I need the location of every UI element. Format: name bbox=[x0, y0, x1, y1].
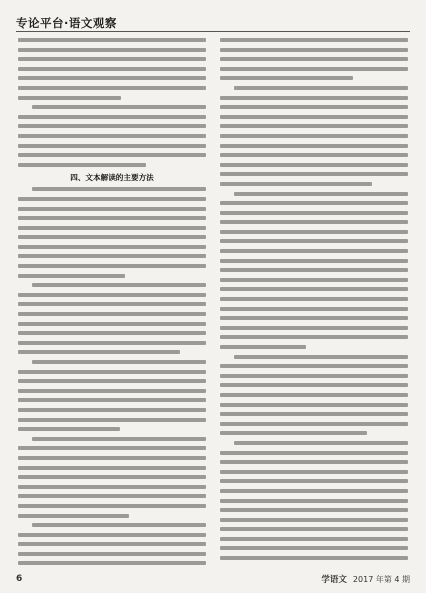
text-line bbox=[220, 470, 408, 474]
text-line bbox=[18, 542, 206, 546]
text-line bbox=[18, 504, 206, 508]
right-paragraph-4 bbox=[220, 441, 408, 566]
text-line bbox=[220, 96, 408, 100]
page-header bbox=[16, 8, 410, 30]
text-line bbox=[234, 192, 408, 196]
text-line bbox=[18, 264, 206, 268]
text-line bbox=[18, 350, 180, 354]
text-line bbox=[234, 441, 408, 445]
text-line bbox=[32, 283, 206, 287]
text-line bbox=[18, 67, 206, 71]
text-line bbox=[18, 485, 206, 489]
text-line bbox=[18, 561, 206, 565]
text-line bbox=[220, 201, 408, 205]
text-line bbox=[32, 437, 206, 441]
text-line bbox=[220, 374, 408, 378]
text-line bbox=[220, 163, 408, 167]
text-line bbox=[220, 422, 408, 426]
text-line bbox=[18, 552, 206, 556]
text-line bbox=[220, 460, 408, 464]
text-line bbox=[220, 489, 408, 493]
text-line bbox=[32, 187, 206, 191]
text-line bbox=[220, 307, 408, 311]
issue-label: 2017 年第 4 期 bbox=[352, 574, 410, 584]
text-line bbox=[220, 124, 408, 128]
left-paragraph-0 bbox=[18, 38, 206, 100]
text-line bbox=[18, 38, 206, 42]
text-line bbox=[18, 341, 206, 345]
text-line bbox=[220, 393, 408, 397]
text-line bbox=[220, 326, 408, 330]
text-line bbox=[32, 523, 206, 527]
text-line bbox=[18, 226, 206, 230]
text-line bbox=[220, 412, 408, 416]
text-line bbox=[18, 408, 206, 412]
text-line bbox=[220, 38, 408, 42]
text-line bbox=[220, 76, 353, 80]
left-paragraph-6 bbox=[18, 523, 206, 566]
text-line bbox=[220, 134, 408, 138]
page-footer bbox=[16, 572, 410, 586]
article-body bbox=[18, 38, 408, 566]
text-line bbox=[220, 172, 408, 176]
section-heading: 四、文本解读的主要方法 bbox=[70, 173, 154, 183]
text-line bbox=[220, 335, 408, 339]
text-line bbox=[18, 466, 206, 470]
text-line bbox=[220, 383, 408, 387]
text-line bbox=[18, 514, 129, 518]
journal-name: 学语文 bbox=[321, 575, 347, 585]
left-paragraph-4 bbox=[18, 360, 206, 431]
text-line bbox=[18, 254, 206, 258]
left-paragraph-1 bbox=[18, 105, 206, 167]
text-line bbox=[18, 312, 206, 316]
text-line bbox=[220, 451, 408, 455]
text-line bbox=[18, 398, 206, 402]
text-line bbox=[18, 124, 206, 128]
text-line bbox=[18, 389, 206, 393]
text-line bbox=[18, 86, 206, 90]
text-line bbox=[18, 216, 206, 220]
text-line bbox=[220, 345, 306, 349]
text-line bbox=[220, 249, 408, 253]
text-line bbox=[220, 278, 408, 282]
text-line bbox=[18, 293, 206, 297]
text-line bbox=[220, 499, 408, 503]
text-line bbox=[32, 105, 206, 109]
text-line bbox=[220, 115, 408, 119]
right-paragraph-1 bbox=[220, 86, 408, 186]
text-line bbox=[220, 220, 408, 224]
text-line bbox=[18, 494, 206, 498]
page-number: 6 bbox=[16, 574, 23, 584]
text-line bbox=[220, 67, 408, 71]
left-paragraph-3 bbox=[18, 283, 206, 354]
text-line bbox=[220, 287, 408, 291]
text-line bbox=[220, 316, 408, 320]
text-line bbox=[220, 57, 408, 61]
text-line bbox=[220, 48, 408, 52]
text-line bbox=[18, 418, 206, 422]
text-line bbox=[220, 546, 408, 550]
text-line bbox=[220, 211, 408, 215]
text-line bbox=[220, 105, 408, 109]
text-line bbox=[18, 274, 125, 278]
column-title: 专论平台·语文观察 bbox=[16, 16, 117, 30]
text-line bbox=[220, 527, 408, 531]
right-paragraph-2 bbox=[220, 192, 408, 350]
text-line bbox=[220, 537, 408, 541]
text-line bbox=[18, 207, 206, 211]
text-line bbox=[18, 197, 206, 201]
text-line bbox=[220, 259, 408, 263]
left-paragraph-2 bbox=[18, 187, 206, 277]
text-line bbox=[18, 533, 206, 537]
text-line bbox=[234, 86, 408, 90]
text-line bbox=[18, 456, 206, 460]
text-line bbox=[220, 479, 408, 483]
text-line bbox=[18, 134, 206, 138]
text-line bbox=[220, 182, 372, 186]
text-line bbox=[18, 370, 206, 374]
text-line bbox=[220, 239, 408, 243]
right-column bbox=[220, 38, 408, 566]
text-line bbox=[18, 302, 206, 306]
text-line bbox=[18, 245, 206, 249]
text-line bbox=[18, 235, 206, 239]
text-line bbox=[18, 427, 120, 431]
text-line bbox=[220, 230, 408, 234]
text-line bbox=[18, 379, 206, 383]
text-line bbox=[220, 403, 408, 407]
text-line bbox=[32, 360, 206, 364]
text-line bbox=[220, 364, 408, 368]
right-paragraph-3 bbox=[220, 355, 408, 436]
text-line bbox=[18, 322, 206, 326]
text-line bbox=[220, 556, 408, 560]
text-line bbox=[234, 355, 408, 359]
text-line bbox=[18, 48, 206, 52]
text-line bbox=[18, 163, 146, 167]
text-line bbox=[220, 268, 408, 272]
text-line bbox=[220, 297, 408, 301]
text-line bbox=[220, 431, 367, 435]
text-line bbox=[18, 144, 206, 148]
right-paragraph-0 bbox=[220, 38, 408, 80]
text-line bbox=[18, 446, 206, 450]
text-line bbox=[18, 115, 206, 119]
text-line bbox=[18, 57, 206, 61]
left-column bbox=[18, 38, 206, 566]
header-divider bbox=[16, 31, 410, 32]
text-line bbox=[18, 96, 121, 100]
text-line bbox=[220, 518, 408, 522]
text-line bbox=[220, 153, 408, 157]
text-line bbox=[220, 144, 408, 148]
left-paragraph-5 bbox=[18, 437, 206, 518]
text-line bbox=[18, 76, 206, 80]
text-line bbox=[18, 475, 206, 479]
text-line bbox=[220, 508, 408, 512]
text-line bbox=[18, 331, 206, 335]
journal-info bbox=[321, 573, 410, 585]
text-line bbox=[18, 153, 206, 157]
